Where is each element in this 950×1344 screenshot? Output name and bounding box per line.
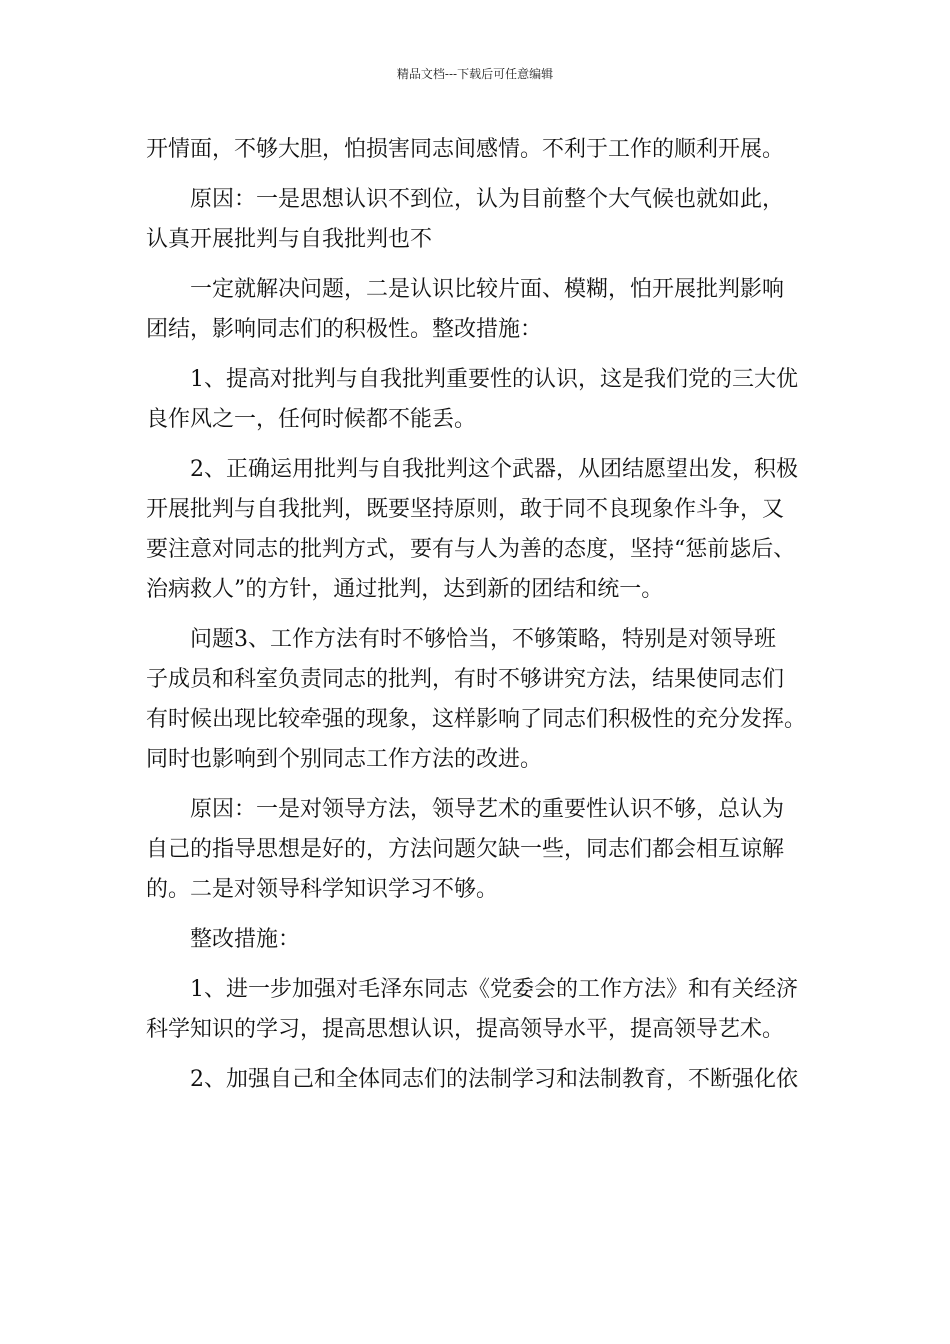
text-line: 1、进一步加强对毛泽东同志《党委会的工作方法》和有关经济 xyxy=(190,977,798,1002)
text-line: 治病救人”的方针，通过批判，达到新的团结和统一。 xyxy=(146,577,664,602)
text-line: 同时也影响到个别同志工作方法的改进。 xyxy=(146,747,543,772)
text-line: 认真开展批判与自我批判也不 xyxy=(146,227,433,252)
text-line: 整改措施： xyxy=(190,927,301,952)
text-line: 1、提高对批判与自我批判重要性的认识，这是我们党的三大优 xyxy=(190,367,798,392)
text-line: 2、正确运用批判与自我批判这个武器，从团结愿望出发，积极 xyxy=(190,457,798,482)
text-line: 一定就解决问题，二是认识比较片面、模糊，怕开展批判影响 xyxy=(190,277,785,302)
text-line: 开情面，不够大胆，怕损害同志间感情。不利于工作的顺利开展。 xyxy=(146,137,785,162)
text-line: 的。二是对领导科学知识学习不够。 xyxy=(146,877,499,902)
page-header: 精品文档---下载后可任意编辑 xyxy=(396,67,554,81)
text-line: 科学知识的学习，提高思想认识，提高领导水平，提高领导艺术。 xyxy=(146,1017,785,1042)
text-line: 子成员和科室负责同志的批判，有时不够讲究方法，结果使同志们 xyxy=(146,667,785,692)
text-line: 原因：一是思想认识不到位，认为目前整个大气候也就如此， xyxy=(190,187,785,212)
text-line: 要注意对同志的批判方式，要有与人为善的态度，坚持“惩前毖后、 xyxy=(146,537,796,562)
text-line: 开展批判与自我批判，既要坚持原则，敢于同不良现象作斗争，又 xyxy=(146,497,785,522)
text-line: 自己的指导思想是好的，方法问题欠缺一些，同志们都会相互谅解 xyxy=(146,837,785,862)
document-body xyxy=(146,130,826,1100)
text-line: 有时候出现比较牵强的现象，这样影响了同志们积极性的充分发挥。 xyxy=(146,707,807,732)
text-line: 问题3、工作方法有时不够恰当，不够策略，特别是对领导班 xyxy=(190,627,776,652)
text-line: 原因：一是对领导方法，领导艺术的重要性认识不够，总认为 xyxy=(190,797,785,822)
text-line: 2、加强自己和全体同志们的法制学习和法制教育，不断强化依 xyxy=(190,1067,798,1092)
text-line: 良作风之一，任何时候都不能丢。 xyxy=(146,407,477,432)
text-line: 团结，影响同志们的积极性。整改措施： xyxy=(146,317,543,342)
